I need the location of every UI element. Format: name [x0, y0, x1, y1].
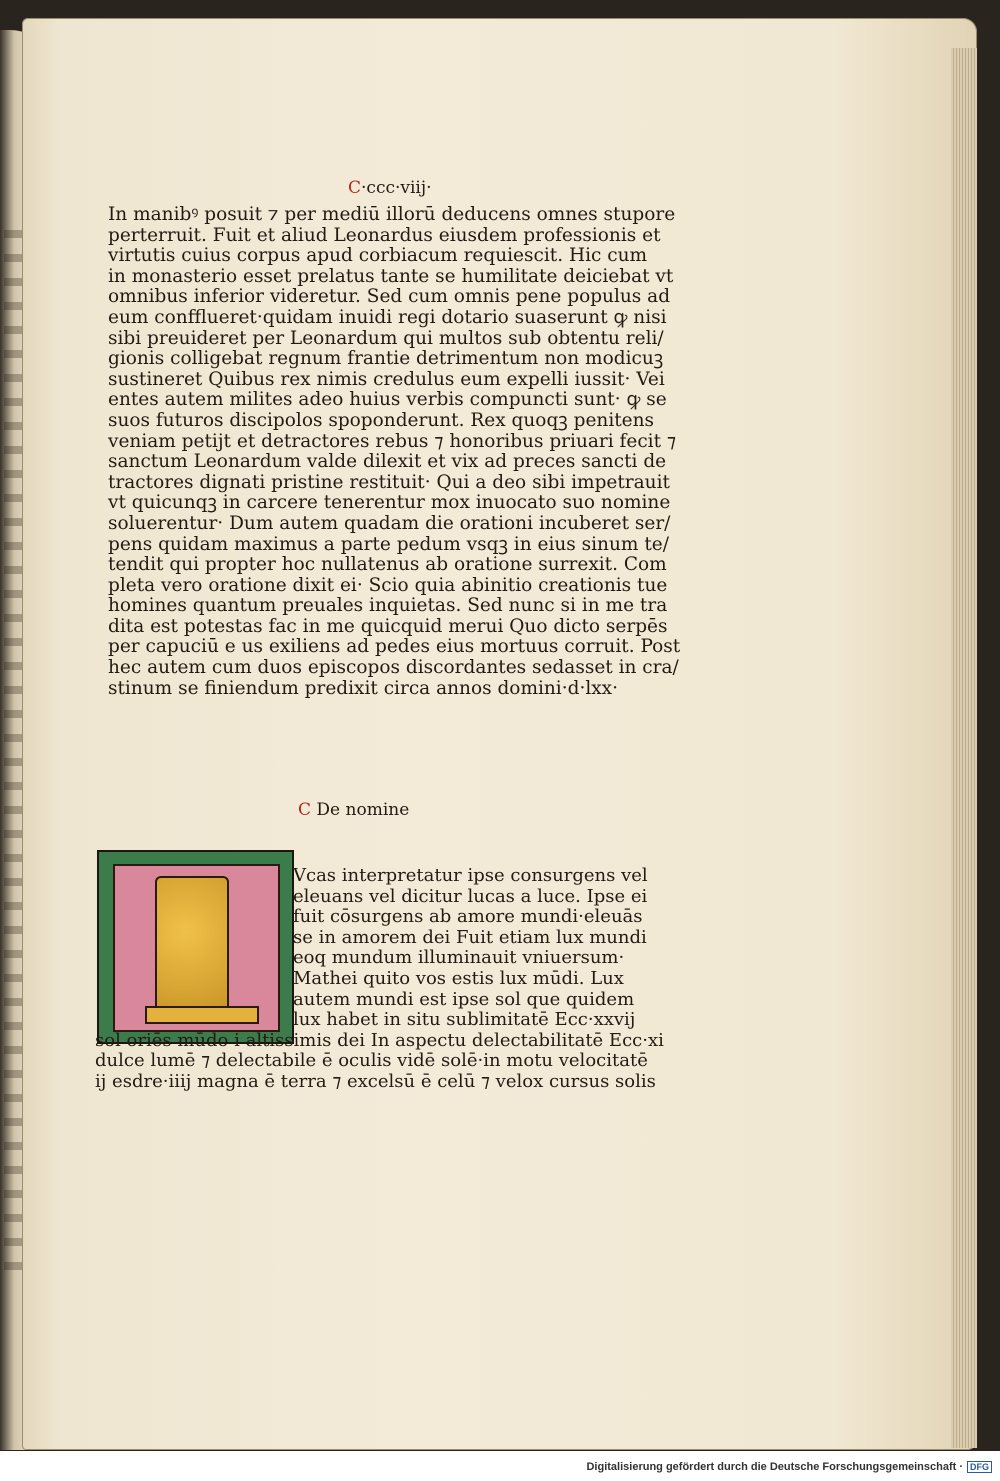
text-line: ij esdre·iiij magna ē terra ⁊ excelsū ē celū ⁊ velox cursus solis [95, 1070, 656, 1092]
text-line: per capuciū e us exiliens ad pedes eius mortuus corruit. Post [108, 636, 681, 658]
text-line: pens quidam maximus a parte pedum vsqꝫ in eius sinum te/ [108, 533, 669, 555]
text-line: stinum se finiendum predixit circa annos domini·d·lxx· [108, 677, 618, 699]
text-line: gionis colligebat regnum frantie detrimentum non modicuꝫ [108, 348, 664, 370]
text-line: homines quantum preuales inquietas. Sed nunc si in me tra [108, 595, 668, 617]
text-line: sol oriēs mūdo i altissimis dei In aspectu delectabilitatē Ecc·xi [95, 1029, 664, 1051]
text-line: soluerentur· Dum autem quadam die orationi incuberet ser/ [108, 512, 671, 534]
text-line: lux habet in situ sublimitatē Ecc·xxvij [293, 1009, 636, 1031]
text-line: virtutis cuius corpus apud corbiacum requiescit. Hic cum [108, 245, 648, 267]
text-line: suos futuros discipolos spoponderunt. Rex quoqꝫ penitens [108, 409, 655, 431]
text-line: sanctum Leonardum valde dilexit et vix ad preces sancti de [108, 451, 667, 473]
text-line: eleuans vel dicitur lucas a luce. Ipse ei [293, 885, 648, 907]
section-heading: C De nomine [298, 800, 410, 820]
dfg-logo: DFG [967, 1461, 992, 1473]
text-line: sustineret Quibus rex nimis credulus eum expelli iussit· Vei [108, 368, 665, 390]
text-line: se in amorem dei Fuit etiam lux mundi [293, 926, 647, 948]
section-1-text [108, 204, 681, 699]
text-line: tendit qui propter hoc nullatenus ab oratione surrexit. Com [108, 554, 667, 576]
text-line: in monasterio esset prelatus tante se humilitate deiciebat vt [108, 265, 674, 287]
text-line: tractores dignati pristine restituit· Qui a deo sibi impetrauit [108, 471, 670, 493]
folio-paragraph-mark: C [348, 178, 362, 198]
text-line: Mathei quito vos estis lux mūdi. Lux [293, 967, 624, 989]
heading-paragraph-mark: C [298, 800, 312, 820]
text-line: dita est potestas fac in me quicquid merui Quo dicto serpēs [108, 615, 668, 637]
text-line: fuit cōsurgens ab amore mundi·eleuās [293, 906, 643, 928]
text-line: Vcas interpretatur ipse consurgens vel [293, 865, 648, 886]
page-stack-edge [951, 48, 977, 1448]
text-line: veniam petijt et detractores rebus ⁊ honoribus priuari fecit ⁊ [108, 430, 677, 452]
text-line: sibi preuideret per Leonardum qui multos sub obtentu reli/ [108, 327, 664, 349]
text-line: In manibꝰ posuit ⁊ per mediū illorū deducens omnes stupore [108, 204, 676, 225]
text-line: eoq mundum illuminauit vniuersum· [293, 947, 625, 969]
text-line: entes autem milites adeo huius verbis compuncti sunt· ꝙ se [108, 389, 667, 411]
text-line: autem mundi est ipse sol que quidem [293, 988, 635, 1010]
text-line: dulce lumē ⁊ delectabile ē oculis vidē solē·in motu velocitatē [95, 1050, 648, 1072]
section-2-text [95, 865, 664, 1093]
funding-credit-text: Digitalisierung gefördert durch die Deutsche Forschungsgemeinschaft · [586, 1461, 963, 1473]
funding-credit [586, 1461, 992, 1473]
footer-bar [0, 1451, 1000, 1481]
text-line: vt quicunqꝫ in carcere tenerentur mox inuocato suo nomine [108, 492, 671, 514]
text-line: pleta vero oratione dixit ei· Scio quia abinitio creationis tue [108, 574, 668, 596]
text-line: perterruit. Fuit et aliud Leonardus eiusdem professionis et [108, 224, 661, 246]
text-line: hec autem cum duos episcopos discordantes sedasset in cra/ [108, 657, 679, 679]
text-line: omnibus inferior videretur. Sed cum omnis pene populus ad [108, 286, 671, 308]
folio-number: C·ccc·viij· [348, 178, 432, 198]
text-line: eum confflueret·quidam inuidi regi dotario suaserunt ꝙ nisi [108, 306, 667, 328]
